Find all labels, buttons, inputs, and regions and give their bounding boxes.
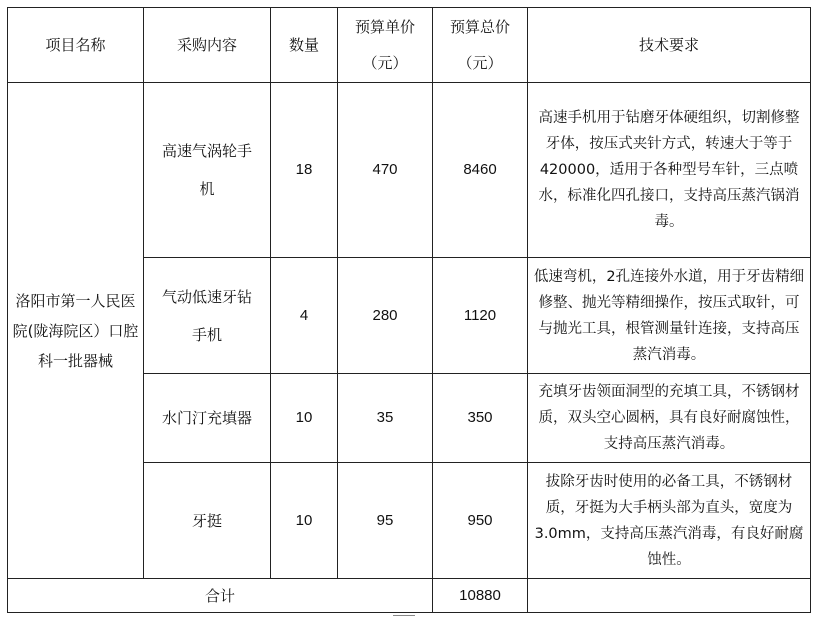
requirements-cell: 高速手机用于钻磨牙体硬组织，切割修整牙体，按压式夹针方式，转速大于等于420000，适用于各种型号车针，三点喷水，标准化四孔接口，支持高压蒸汽锅消毒。 (528, 83, 811, 258)
requirements-cell: 充填牙齿领面洞型的充填工具，不锈钢材质，双头空心圆柄，具有良好耐腐蚀性，支持高压蒸汽消毒。 (528, 374, 811, 463)
header-row (8, 8, 811, 83)
unit-price-cell: 280 (338, 258, 433, 374)
total-price-cell: 1120 (433, 258, 528, 374)
total-price-cell: 8460 (433, 83, 528, 258)
header-total-price-label: 预算总价 (449, 18, 510, 36)
project-name-cell: 洛阳市第一人民医院(陇海院区）口腔科一批器械 (8, 83, 144, 579)
header-unit-price (338, 8, 433, 83)
quantity-cell: 18 (271, 83, 338, 258)
content-cell: 气动低速牙钻手机 (144, 258, 271, 374)
total-label: 合计 (8, 579, 433, 613)
quantity-cell: 10 (271, 374, 338, 463)
unit-price-cell: 470 (338, 83, 433, 258)
requirements-cell: 低速弯机，2孔连接外水道，用于牙齿精细修整、抛光等精细操作，按压式取针，可与抛光工具，根管测量针连接，支持高压蒸汽消毒。 (528, 258, 811, 374)
header-total-price-unit: （元） (457, 54, 503, 72)
content-cell: 高速气涡轮手机 (144, 83, 271, 258)
header-requirements: 技术要求 (528, 8, 811, 83)
total-row (8, 579, 811, 613)
header-unit-price-label: 预算单价 (354, 18, 415, 36)
unit-price-cell: 95 (338, 463, 433, 579)
table-row (8, 83, 811, 258)
header-project-name: 项目名称 (8, 8, 144, 83)
quantity-cell: 4 (271, 258, 338, 374)
total-empty-cell (528, 579, 811, 613)
page-edge-mark (393, 615, 415, 616)
content-cell: 水门汀充填器 (144, 374, 271, 463)
quantity-cell: 10 (271, 463, 338, 579)
requirements-cell: 拔除牙齿时使用的必备工具，不锈钢材质，牙挺为大手柄头部为直头，宽度为3.0mm，支持高压蒸汽消毒，有良好耐腐蚀性。 (528, 463, 811, 579)
header-content: 采购内容 (144, 8, 271, 83)
content-cell: 牙挺 (144, 463, 271, 579)
header-total-price (433, 8, 528, 83)
total-value: 10880 (433, 579, 528, 613)
total-price-cell: 350 (433, 374, 528, 463)
total-price-cell: 950 (433, 463, 528, 579)
header-unit-price-unit: （元） (362, 54, 408, 72)
header-quantity: 数量 (271, 8, 338, 83)
procurement-table (7, 7, 811, 613)
unit-price-cell: 35 (338, 374, 433, 463)
